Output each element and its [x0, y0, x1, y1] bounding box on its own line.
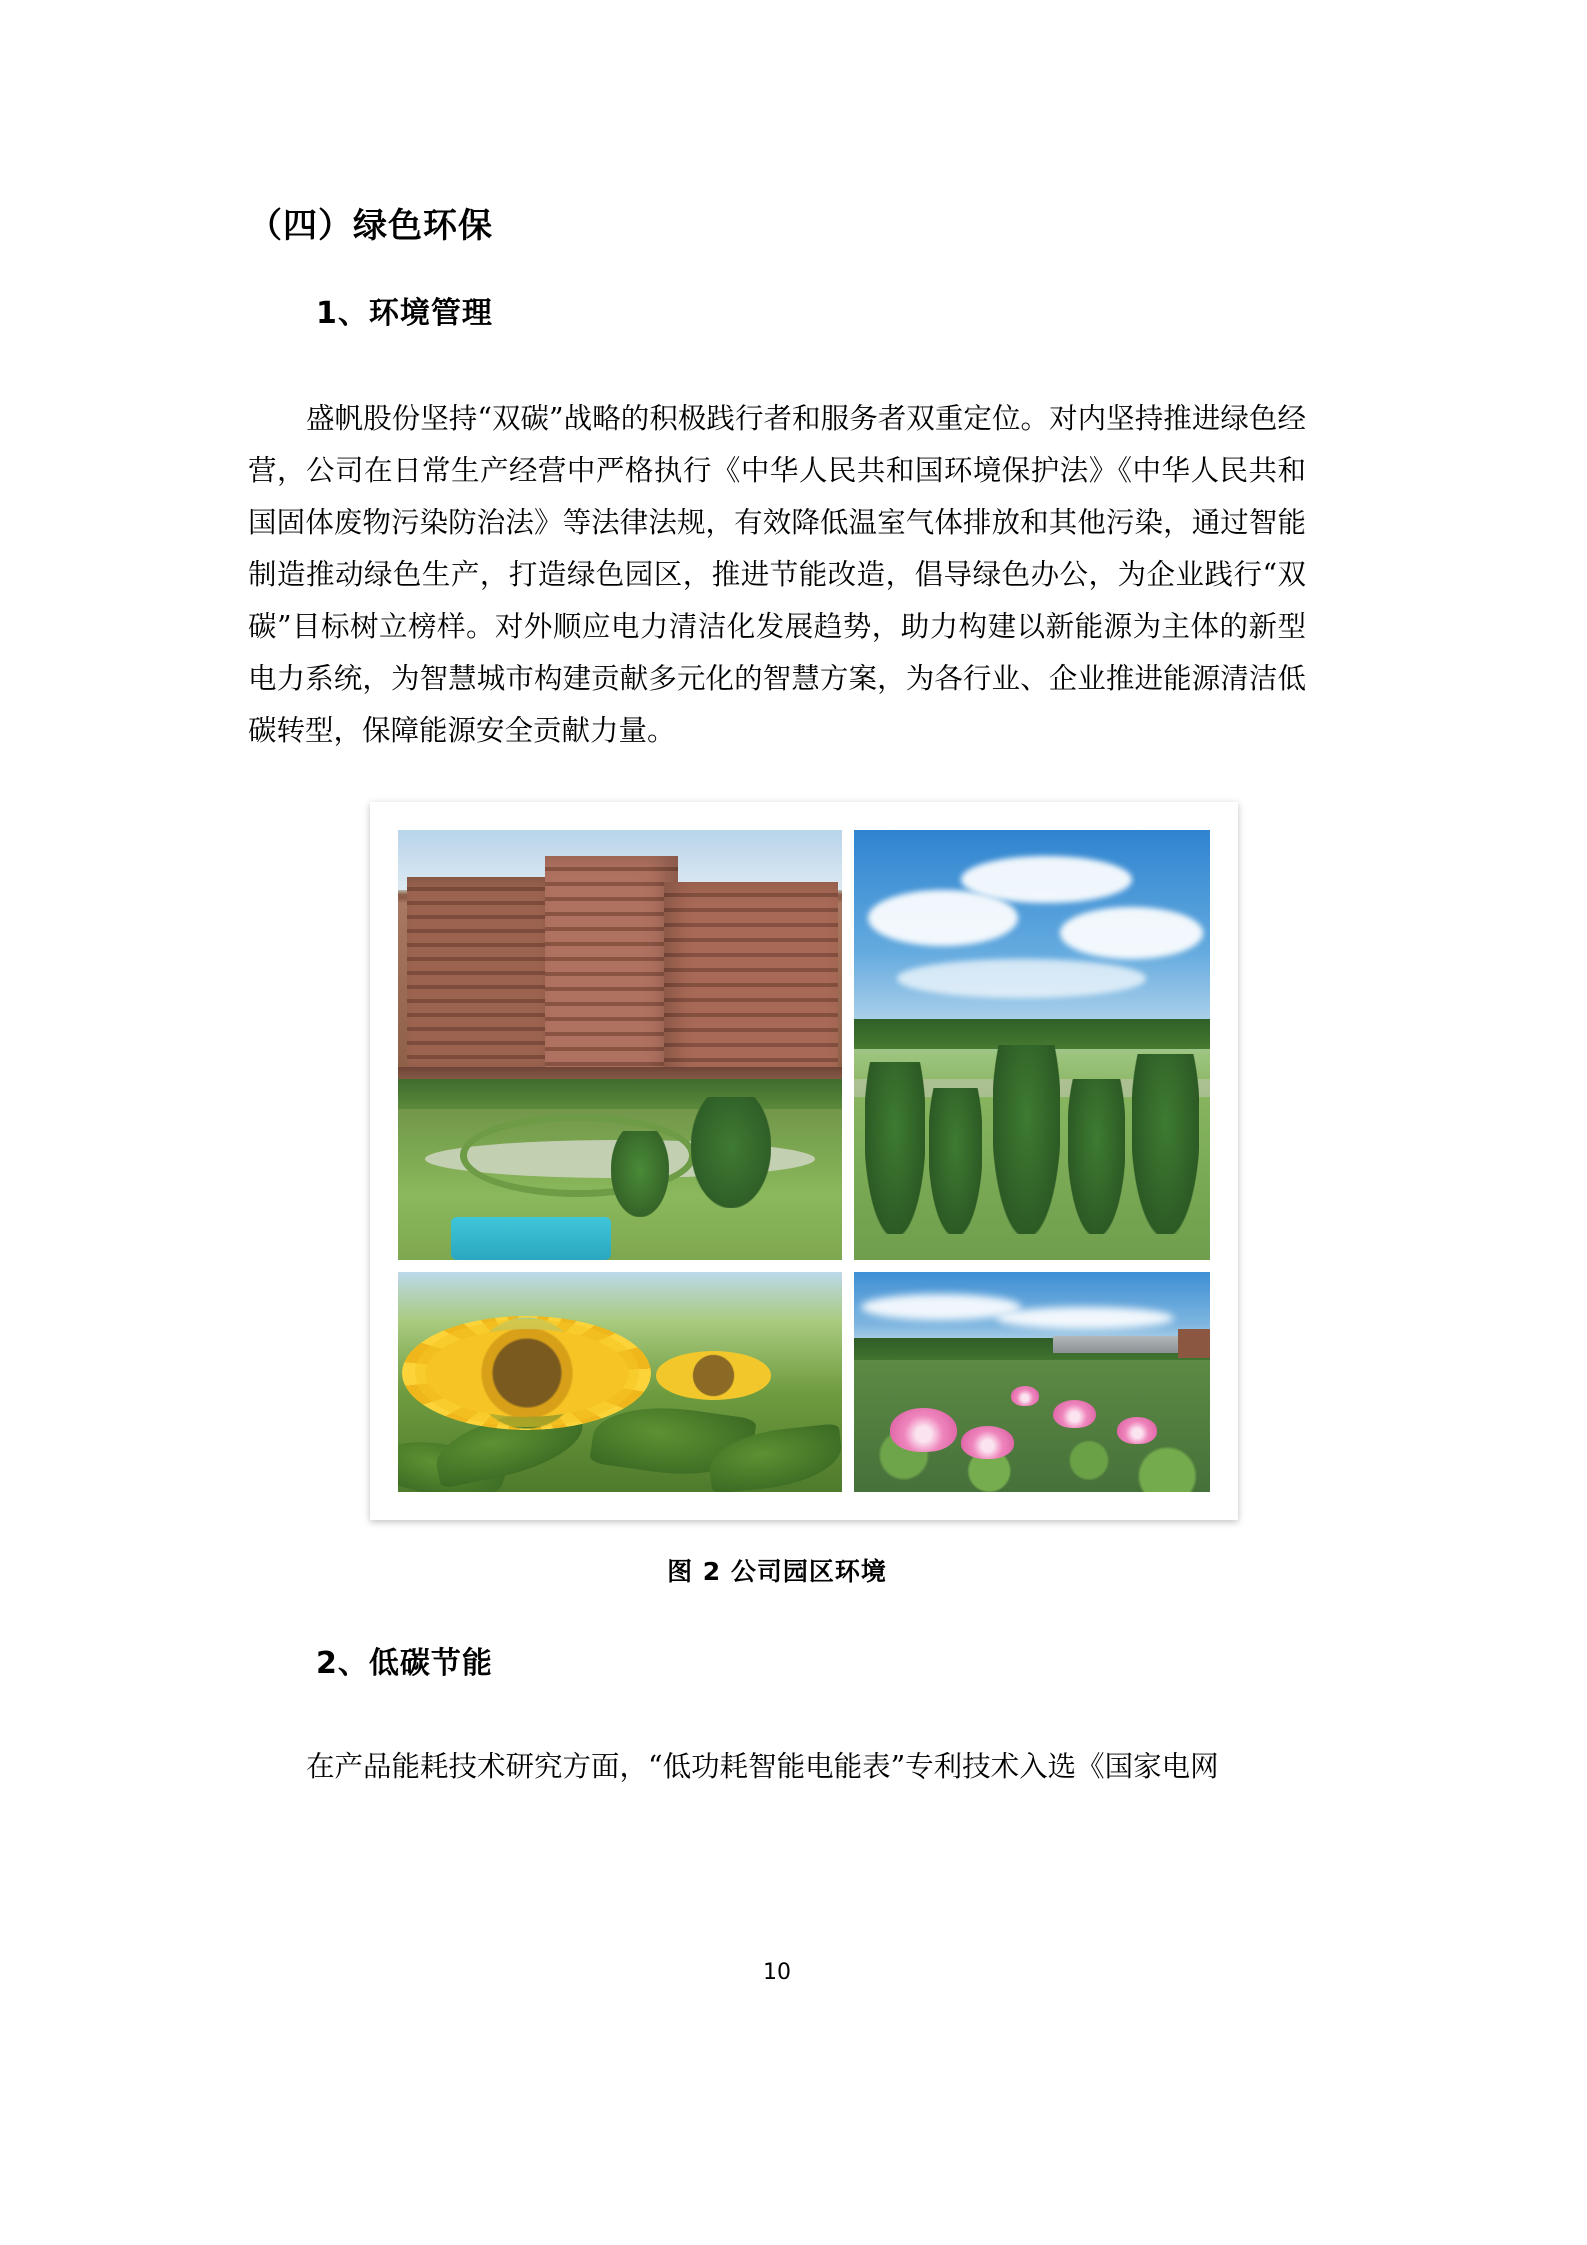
park-tree-2	[929, 1088, 982, 1234]
park-tree-1	[865, 1062, 926, 1234]
sunflower-photo	[398, 1272, 842, 1492]
sunflower-secondary	[656, 1351, 771, 1399]
paragraph-environment-management: 盛帆股份坚持“双碳”战略的积极践行者和服务者双重定位。对内坚持推进绿色经营，公司在日常生产经营中严格执行《中华人民共和国环境保护法》《中华人民共和国固体废物污染防治法》等法律法规，有效降低温室气体排放和其他污染，通过智能制造推动绿色生产，打造绿色园区，推进节能改造，倡导绿色办公，为企业践行“双碳”目标树立榜样。对外顺应电力清洁化发展趋势，助力构建以新能源为主体的新型电力系统，为智慧城市构建贡献多元化的智慧方案，为各行业、企业推进能源清洁低碳转型，保障能源安全贡献力量。	[248, 401, 1306, 747]
figure-photo-grid	[398, 830, 1210, 1492]
factory-building	[1053, 1336, 1195, 1354]
park-trees-photo	[854, 830, 1210, 1260]
cloud-3	[1060, 907, 1202, 959]
lotus-cloud-2	[996, 1307, 1174, 1329]
subsection-heading-environment-management: 1、环境管理	[316, 296, 493, 331]
page-content	[248, 0, 1348, 2245]
lotus-flower-1	[890, 1408, 958, 1452]
lotus-flower-4	[1117, 1417, 1156, 1443]
lotus-flower-3	[1053, 1400, 1096, 1429]
figure-company-campus	[370, 802, 1238, 1520]
building-right	[664, 882, 837, 1080]
park-tree-3	[993, 1045, 1061, 1234]
hedge-row	[398, 1079, 842, 1109]
lotus-flower-5	[1011, 1386, 1039, 1406]
cloud-4	[897, 959, 1146, 998]
campus-buildings-photo	[398, 830, 842, 1260]
section-heading: （四）绿色环保	[248, 206, 493, 246]
park-tree-5	[1132, 1054, 1200, 1235]
cloud-2	[961, 856, 1132, 903]
lotus-flower-2	[961, 1426, 1014, 1459]
tree-large	[691, 1097, 771, 1209]
park-tree-4	[1068, 1079, 1125, 1234]
brick-building	[1178, 1329, 1210, 1358]
pool	[451, 1217, 611, 1260]
lotus-pond-photo	[854, 1272, 1210, 1492]
sunflower-bloom	[425, 1329, 629, 1417]
tree-small	[611, 1131, 669, 1217]
figure-caption: 图 2 公司园区环境	[667, 1557, 887, 1586]
building-left	[407, 877, 567, 1075]
paragraph-low-carbon: 在产品能耗技术研究方面，“低功耗智能电能表”专利技术入选《国家电网	[306, 1749, 1219, 1783]
page-number: 10	[763, 1960, 791, 1985]
subsection-heading-low-carbon: 2、低碳节能	[316, 1646, 493, 1681]
building-middle	[545, 856, 678, 1080]
